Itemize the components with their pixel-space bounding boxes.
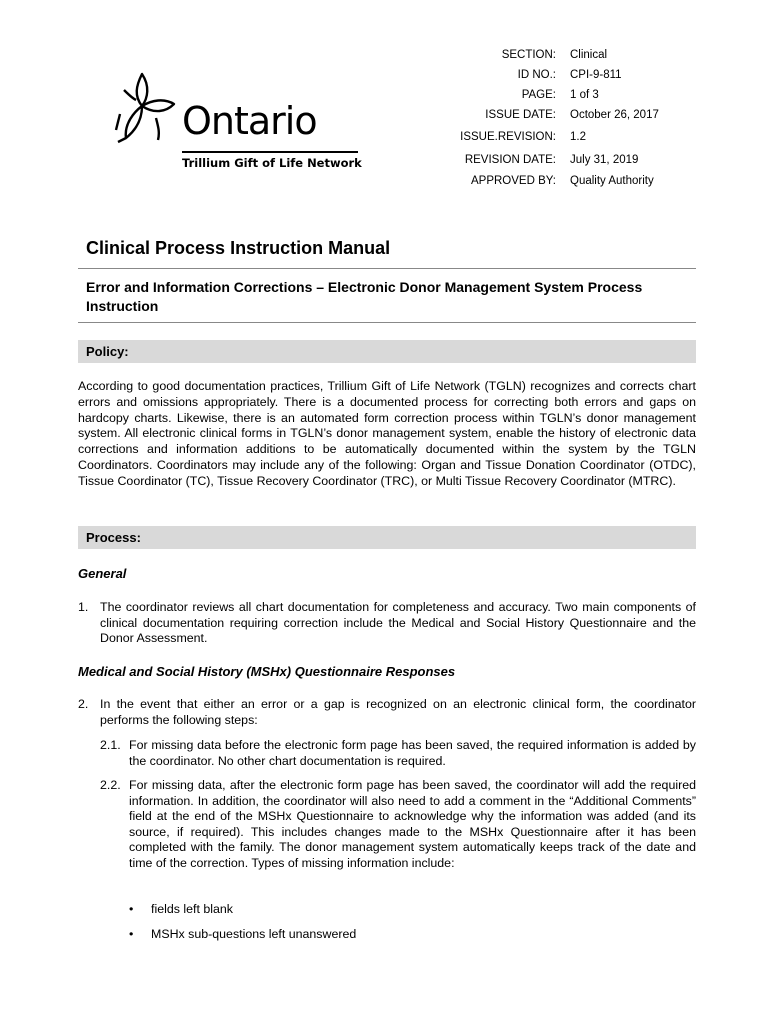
mshx-subheading: Medical and Social History (MSHx) Questionnaire Responses [78,664,456,679]
bullet-text: fields left blank [151,902,233,916]
list-item [78,697,696,728]
trillium-icon [112,72,182,152]
item-number: 2.2. [100,778,121,792]
meta-label: APPROVED BY: [470,175,556,187]
item-text: In the event that either an error or a gap is recognized on an electronic clinical form, the coordinator performs the following steps: [100,697,696,727]
meta-label: ISSUE.REVISION: [460,130,556,143]
meta-value: 1 of 3 [570,89,599,101]
meta-label: REVISION DATE: [464,153,556,166]
bullet-icon: • [129,902,134,916]
list-item [100,778,696,872]
item-number: 2. [78,697,89,711]
logo-rule [182,151,358,153]
meta-id [450,66,750,84]
list-item [78,600,696,647]
meta-section [450,46,750,64]
meta-label: PAGE: [521,89,556,101]
general-subheading: General [78,566,127,581]
meta-issue-revision [450,126,750,147]
meta-label: ISSUE DATE: [485,109,556,121]
meta-value: Clinical [570,49,608,61]
bullet-icon: • [129,927,134,941]
bullet-text: MSHx sub-questions left unanswered [151,927,357,941]
policy-text: According to good documentation practices, Trillium Gift of Life Network (TGLN) recognizes and corrects chart errors and omissions appropriately. There is a documented process for correcting both errors and gaps on hardcopy charts. Likewise, there is an automated form correction process within TGLN’s donor management system. All electronic clinical forms in TGLN’s donor management system, enable the history of electronic data corrections and information additions to be automatically documented within the system by the TGLN Coordinators. Coordinators may include any of the following: Organ and Tissue Donation Coordinator (OTDC), Tissue Coordinator (TC), Tissue Recovery Coordinator (TRC), or Multi Tissue Recovery Coordinator (MTRC). [78,379,696,488]
policy-heading: Policy: [78,340,696,363]
document-title: Error and Information Corrections – Electronic Donor Management System Process Instruction [86,279,643,314]
manual-title: Clinical Process Instruction Manual [86,238,391,258]
meta-value: CPI-9-811 [570,69,622,81]
meta-issue-date [450,106,750,124]
ontario-tgln-logo [112,72,362,182]
meta-approved-by [450,172,750,190]
meta-value: July 31, 2019 [570,153,639,166]
item-number: 2.1. [100,738,121,752]
meta-value: October 26, 2017 [570,109,659,121]
bullet-item [129,902,233,916]
meta-value: Quality Authority [570,175,654,187]
item-text: For missing data, after the electronic form page has been saved, the coordinator will add the required information. In addition, the coordinator will also need to add a comment in the “Additional Comments” field at the end of the MSHx Questionnaire to acknowledge why the information was added (and its source, if required). This includes changes made to the MSHx Questionnaire after it has been completed with the family. The donor management system automatically keeps track of the date and time of the correction. Types of missing information include: [129,778,696,870]
meta-value: 1.2 [570,130,586,143]
tgln-name: Trillium Gift of Life Network [182,156,362,170]
item-text: For missing data before the electronic form page has been saved, the required information is added by the coordinator. No other chart documentation is required. [129,738,696,768]
process-heading: Process: [78,526,696,549]
bullet-item [129,927,356,941]
divider [78,268,696,269]
meta-label: SECTION: [501,49,556,61]
ontario-wordmark: Ontario [182,99,317,143]
item-text: The coordinator reviews all chart documentation for completeness and accuracy. Two main components of clinical documentation requiring correction include the Medical and Social History Questionnaire and the Donor Assessment. [100,600,696,646]
list-item [100,738,696,769]
meta-revision-date [450,149,750,170]
document-metadata [450,46,750,192]
meta-label: ID NO.: [517,69,556,81]
item-number: 1. [78,600,89,614]
meta-page [450,86,750,104]
divider [78,322,696,323]
